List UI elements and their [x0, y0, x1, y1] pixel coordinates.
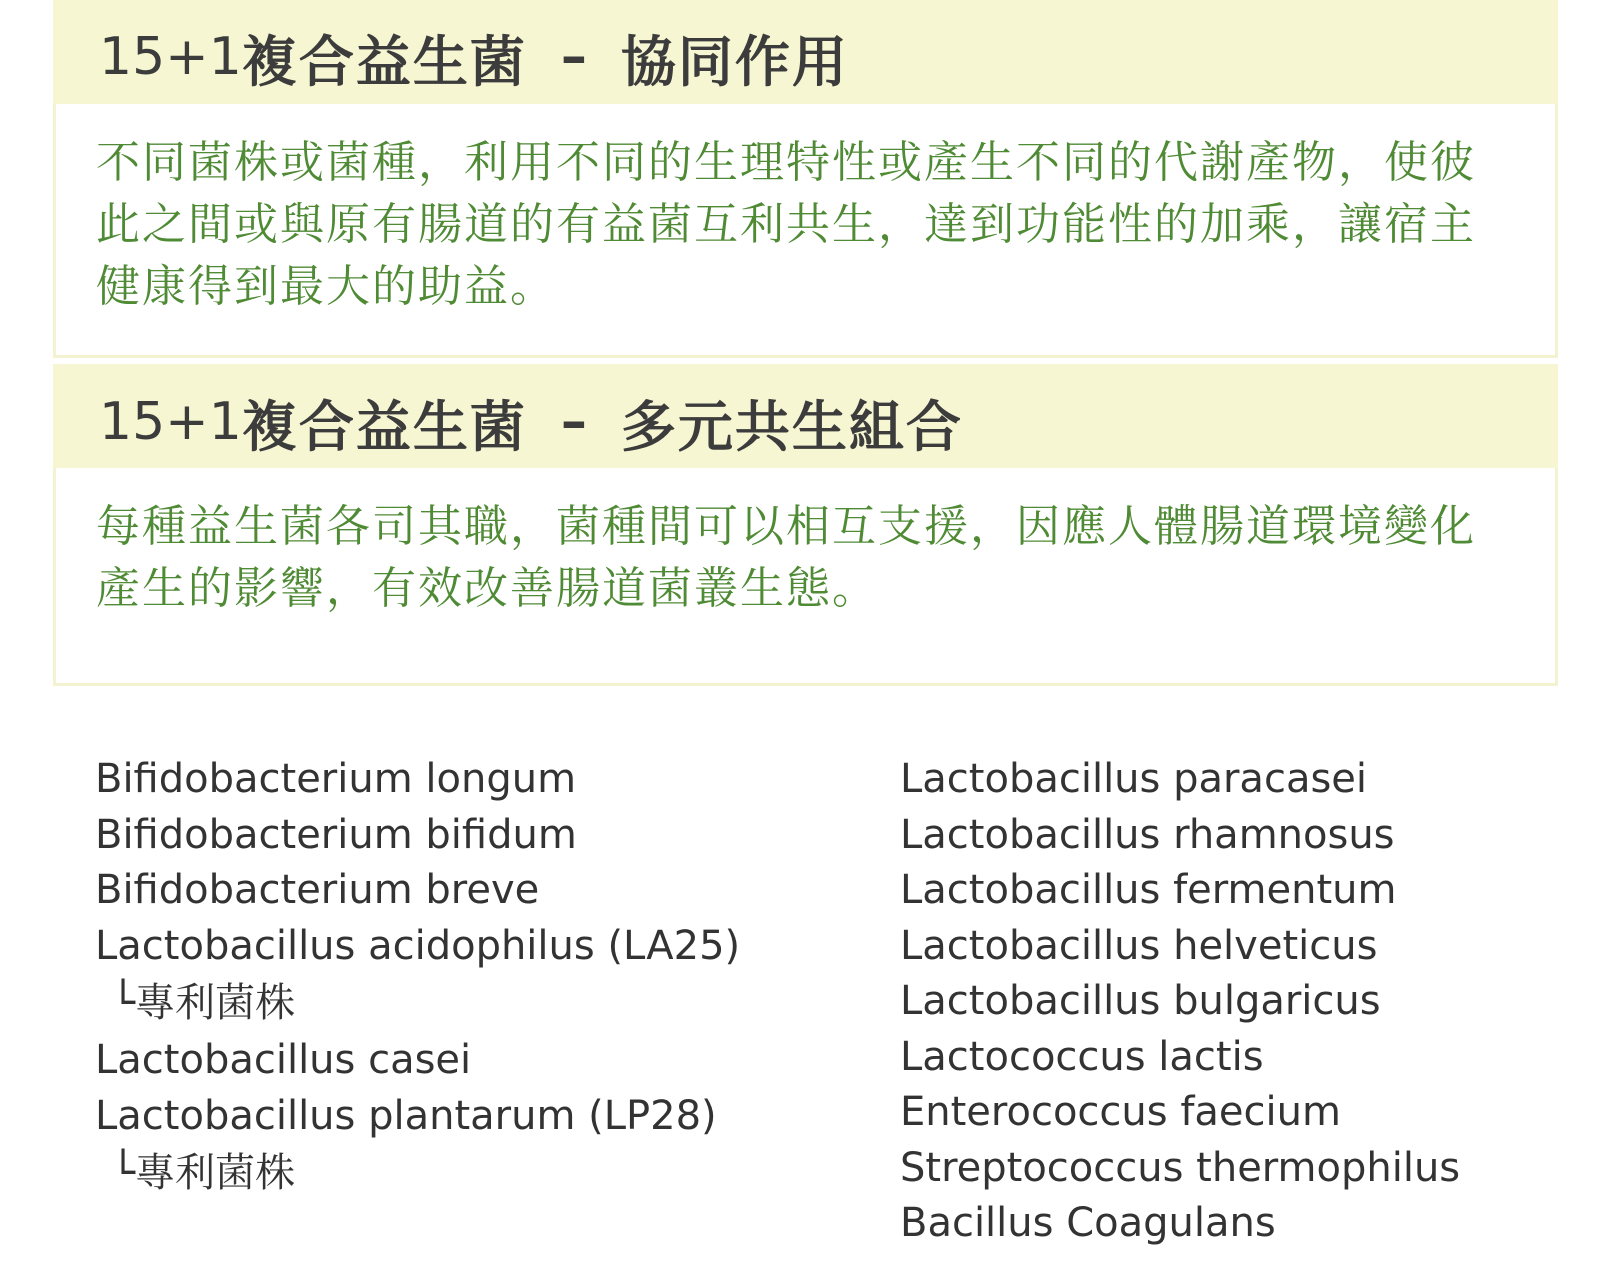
symbiosis-title-sub: 多元共生組合: [620, 394, 963, 459]
strain-list-right: [900, 752, 1460, 1252]
synergy-card: [53, 0, 1558, 358]
synergy-description: 不同菌株或菌種，利用不同的生理特性或產生不同的代謝產物，使彼此之間或與原有腸道的有益菌互利共生，達到功能性的加乘，讓宿主健康得到最大的助益。: [96, 137, 1476, 312]
symbiosis-title-main: 複合益生菌: [241, 394, 527, 459]
strain-item: Lactobacillus fermentum: [900, 867, 1397, 913]
strain-item: Lactobacillus bulgaricus: [900, 978, 1381, 1024]
symbiosis-card-body: [53, 468, 1558, 686]
symbiosis-card-header: [53, 364, 1558, 468]
strain-item: Lactobacillus acidophilus (LA25): [95, 922, 741, 969]
strain-list-left: [95, 752, 740, 1203]
synergy-title-sub: 協同作用: [620, 29, 849, 94]
synergy-card-body: [53, 104, 1558, 358]
patent-strain-note: └專利菌株: [111, 1150, 296, 1196]
strain-item: Bifidobacterium longum: [95, 756, 577, 802]
synergy-title-number: 15+1: [99, 27, 242, 87]
strain-item: Lactobacillus paracasei: [900, 756, 1368, 802]
strain-item: Bacillus Coagulans: [900, 1200, 1276, 1246]
strain-item: Lactobacillus rhamnosus: [900, 811, 1395, 858]
strain-item: Lactobacillus helveticus: [900, 922, 1378, 969]
strain-item: Bifidobacterium breve: [95, 867, 540, 913]
symbiosis-card: [53, 364, 1558, 686]
synergy-title-dash: –: [560, 27, 587, 87]
strain-item: Enterococcus faecium: [900, 1089, 1341, 1135]
strain-item: Streptococcus thermophilus: [900, 1144, 1461, 1191]
synergy-card-header: [53, 0, 1558, 104]
strain-item: Bifidobacterium bifidum: [95, 811, 577, 858]
symbiosis-description: 每種益生菌各司其職，菌種間可以相互支援，因應人體腸道環境變化產生的影響，有效改善腸道菌叢生態。: [96, 501, 1476, 614]
strain-item: Lactobacillus casei: [95, 1037, 472, 1083]
strain-item: Lactobacillus plantarum (LP28): [95, 1092, 717, 1139]
symbiosis-title-number: 15+1: [99, 392, 242, 452]
synergy-title-main: 複合益生菌: [241, 29, 527, 94]
patent-strain-note: └專利菌株: [111, 980, 296, 1026]
strain-item: Lactococcus lactis: [900, 1033, 1264, 1080]
symbiosis-title-dash: –: [560, 392, 587, 452]
